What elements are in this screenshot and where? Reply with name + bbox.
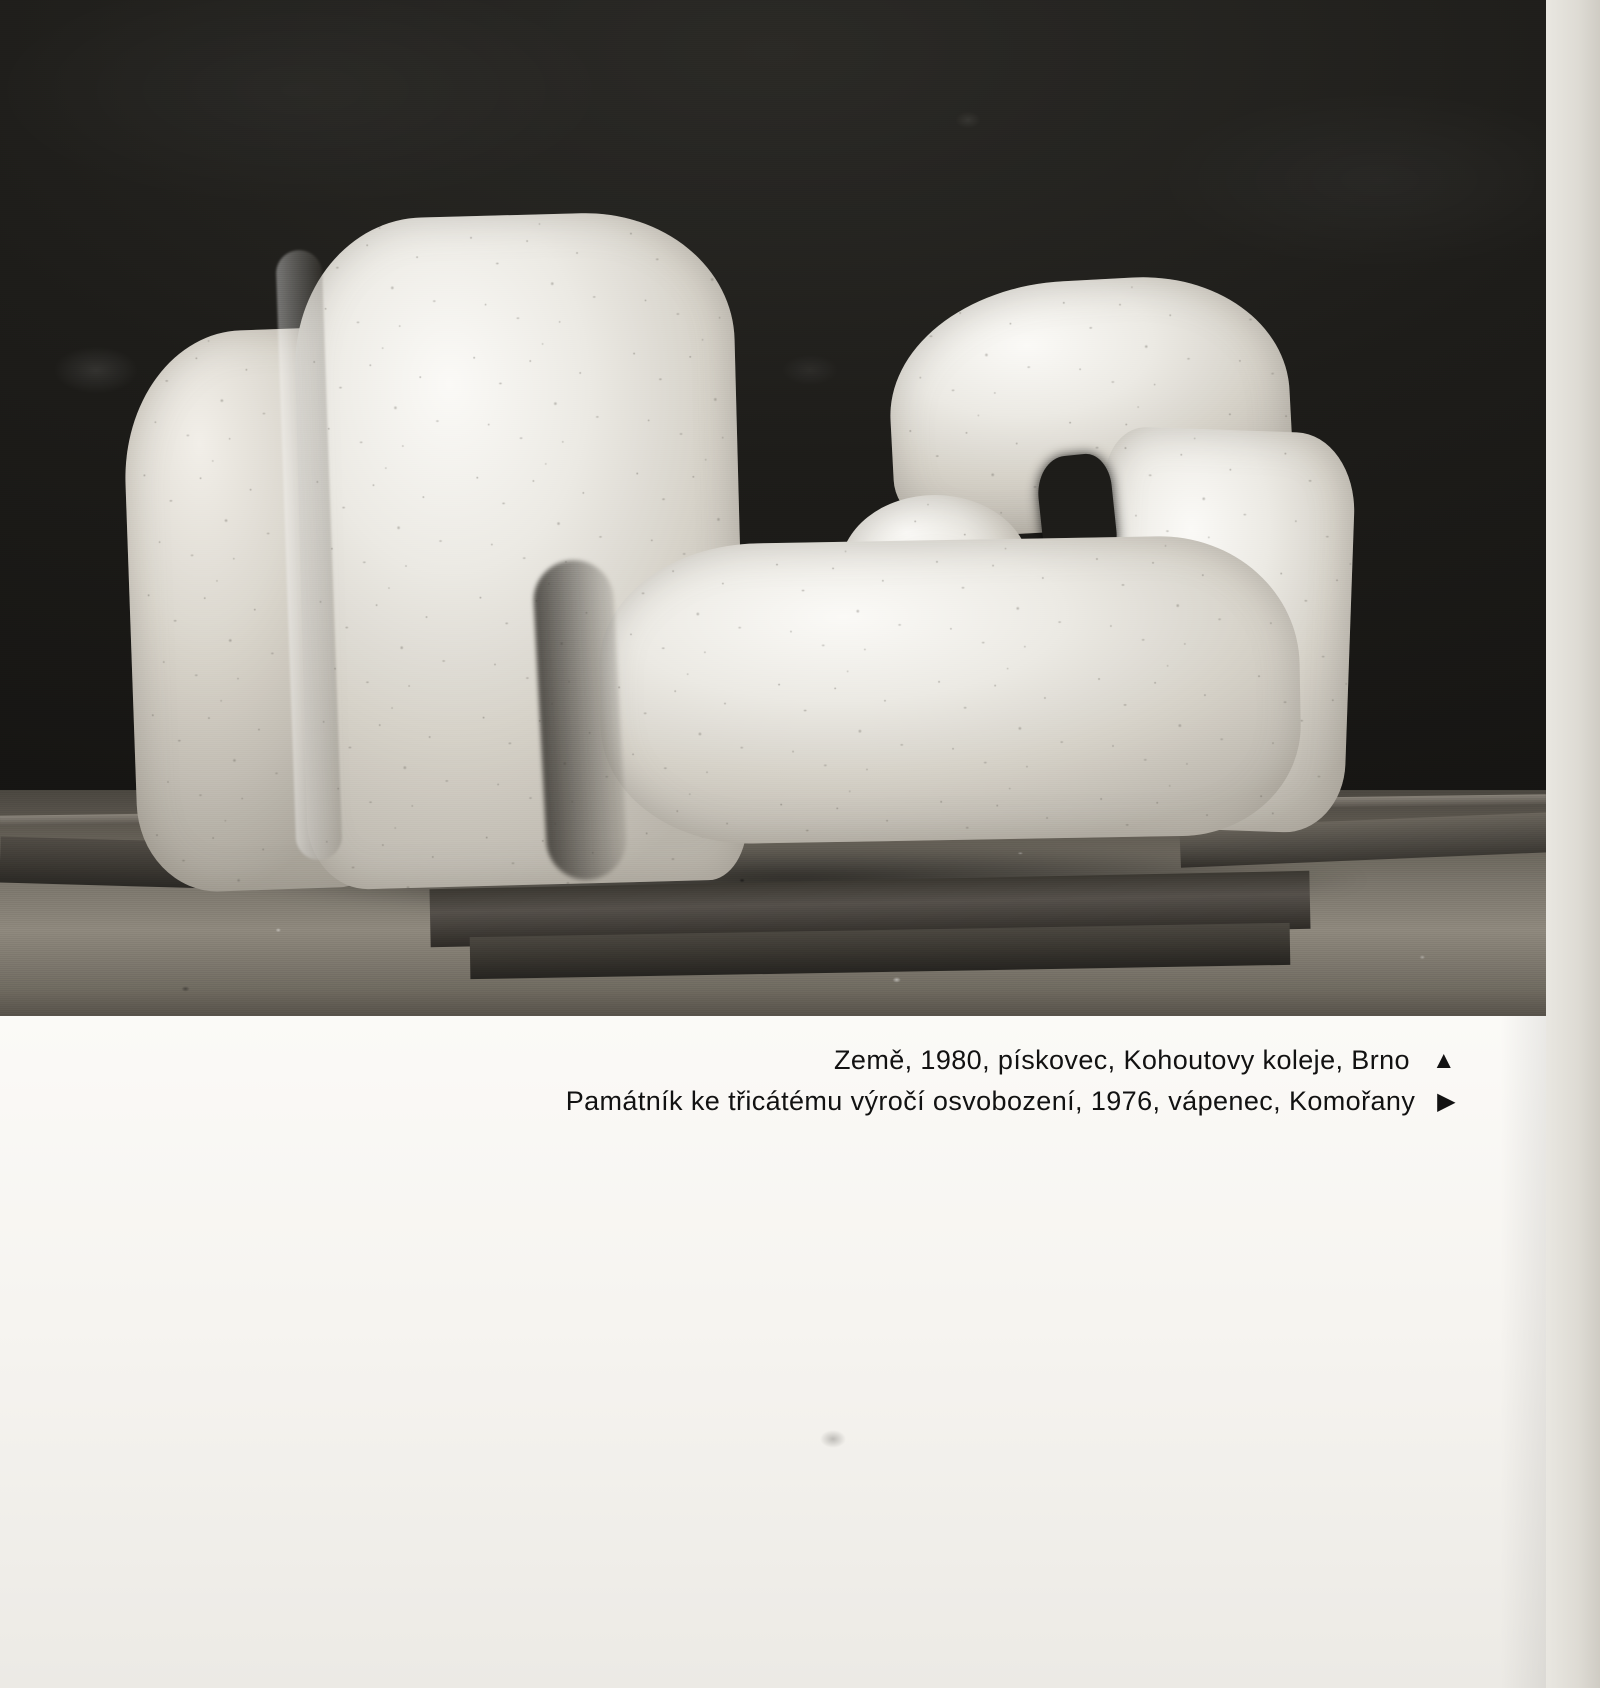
sculpture-mass-reclining-body <box>597 534 1302 846</box>
caption-line-1 <box>0 1040 1456 1081</box>
caption-line-1-text: Země, 1980, pískovec, Kohoutovy koleje, Brno <box>834 1045 1410 1075</box>
caption-line-2 <box>0 1081 1456 1122</box>
paper-blemish <box>820 1430 846 1448</box>
plate-caption <box>0 1040 1546 1122</box>
page-edge-shading <box>1500 1016 1546 1688</box>
paper-right-edge <box>1546 0 1600 1688</box>
triangle-right-icon: ▶ <box>1437 1088 1456 1115</box>
triangle-up-icon: ▲ <box>1431 1047 1456 1074</box>
caption-line-2-text: Památník ke třicátému výročí osvobození, 1976, vápenec, Komořany <box>565 1086 1416 1116</box>
sculpture-central-crevice <box>532 558 629 882</box>
